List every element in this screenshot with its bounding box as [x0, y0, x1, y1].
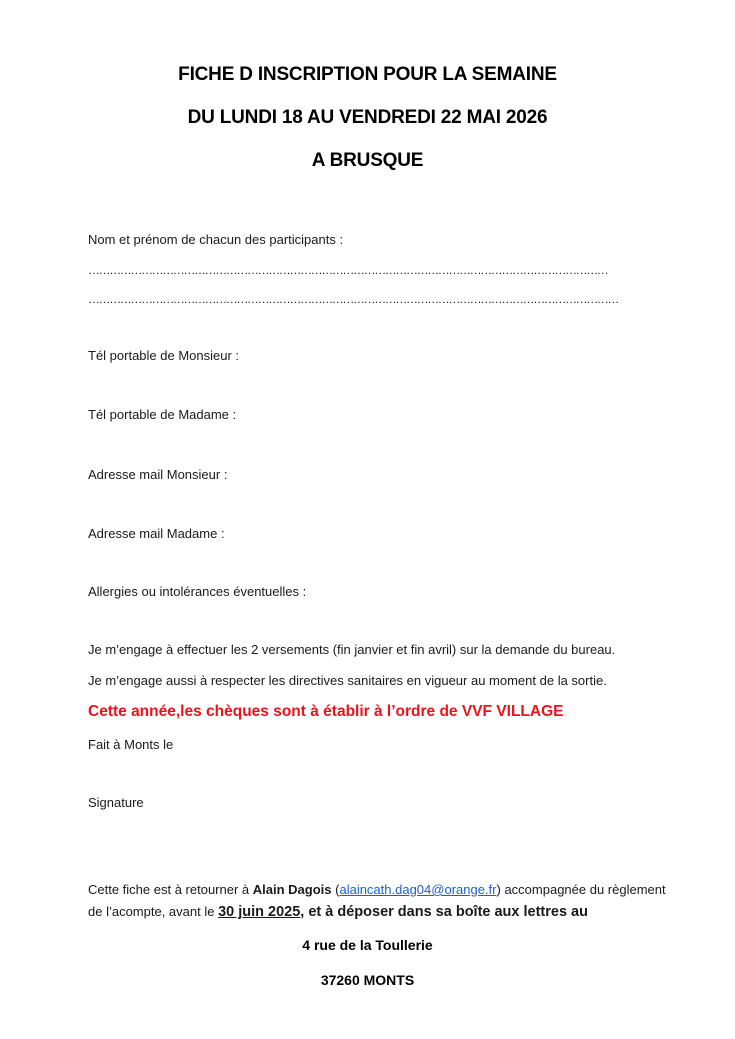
tel-monsieur-label: Tél portable de Monsieur : [88, 348, 240, 363]
cheque-notice: Cette année,les chèques sont à établir à l’ordre de VVF VILLAGE [88, 703, 564, 720]
paren-open: ( [331, 882, 340, 897]
participants-dots-line-1: ………………………………………………………………………………………………………………………………… [88, 263, 608, 277]
page-title-line-1: FICHE D INSCRIPTION POUR LA SEMAINE [178, 64, 557, 85]
return-text-4: , et à déposer dans sa boîte aux lettres au [300, 904, 588, 920]
contact-email-link[interactable]: alaincath.dag04@orange.fr [339, 882, 497, 897]
signature-label: Signature [88, 795, 144, 810]
contact-name: Alain Dagois [252, 882, 332, 897]
allergies-label: Allergies ou intolérances éventuelles : [88, 584, 307, 599]
return-info-line-2 [88, 904, 588, 920]
return-text-2: ) accompagnée du règlement [496, 882, 666, 897]
page-title-line-2: DU LUNDI 18 AU VENDREDI 22 MAI 2026 [187, 107, 548, 128]
address-city: 37260 MONTS [320, 972, 415, 988]
return-info-line-1 [88, 882, 666, 897]
mail-monsieur-label: Adresse mail Monsieur : [88, 467, 228, 482]
tel-madame-label: Tél portable de Madame : [88, 407, 237, 422]
page-title-line-3: A BRUSQUE [311, 150, 424, 171]
participants-dots-line-2: …………………………………………………………………………………………………………………………………… [88, 292, 619, 306]
address-street: 4 rue de la Toullerie [302, 937, 433, 953]
fait-a-label: Fait à Monts le [88, 737, 174, 752]
return-text-1: Cette fiche est à retourner à [88, 882, 253, 897]
participants-label: Nom et prénom de chacun des participants : [88, 232, 344, 247]
commitment-payments: Je m’engage à effectuer les 2 versements (fin janvier et fin avril) sur la demande du bureau. [88, 642, 616, 657]
deadline-date: 30 juin 2025 [218, 904, 301, 920]
commitment-sanitary: Je m’engage aussi à respecter les directives sanitaires en vigueur au moment de la sortie. [88, 673, 607, 688]
mail-madame-label: Adresse mail Madame : [88, 526, 225, 541]
return-text-3: de l’acompte, avant le [88, 904, 219, 919]
